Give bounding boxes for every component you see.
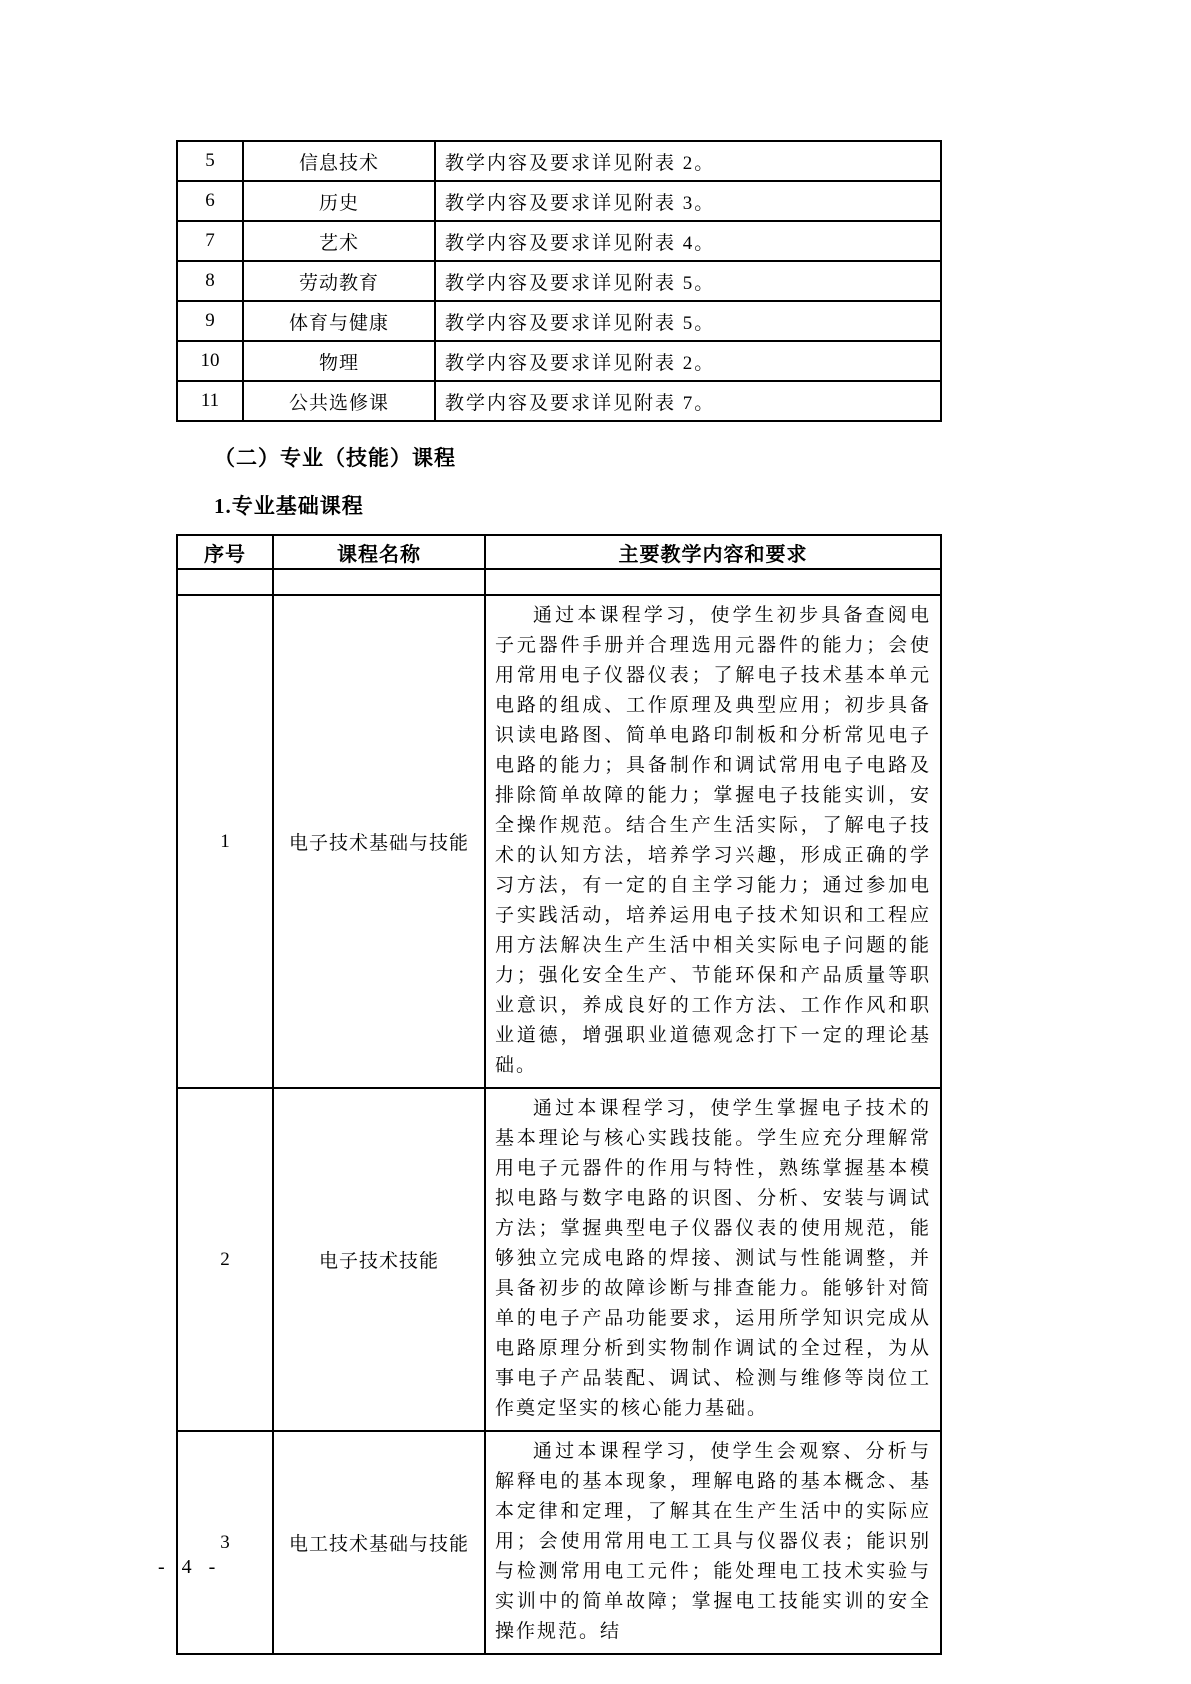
course-name-cell: 艺术 (243, 221, 435, 261)
header-cell-course: 课程名称 (273, 535, 485, 569)
course-name-cell: 信息技术 (243, 141, 435, 181)
content-cell: 教学内容及要求详见附表 3。 (435, 181, 941, 221)
general-course-table (176, 140, 942, 422)
empty-cell (177, 569, 273, 595)
empty-cell (485, 569, 941, 595)
course-name-cell: 历史 (243, 181, 435, 221)
table-row (177, 1431, 941, 1654)
content-cell: 教学内容及要求详见附表 7。 (435, 381, 941, 421)
content-cell (485, 1088, 941, 1431)
row-number-cell: 2 (177, 1088, 273, 1431)
table-row (177, 595, 941, 1088)
course-name-cell: 电子技术技能 (273, 1088, 485, 1431)
course-name-cell: 公共选修课 (243, 381, 435, 421)
header-cell-content: 主要教学内容和要求 (485, 535, 941, 569)
content-cell: 教学内容及要求详见附表 5。 (435, 301, 941, 341)
row-number-cell: 11 (177, 381, 243, 421)
content-cell (485, 1431, 941, 1654)
content-cell: 教学内容及要求详见附表 5。 (435, 261, 941, 301)
row-number-cell: 8 (177, 261, 243, 301)
table-row (177, 181, 941, 221)
course-name-cell: 电子技术基础与技能 (273, 595, 485, 1088)
basic-course-table (176, 534, 942, 1655)
course-description: 通过本课程学习，使学生初步具备查阅电子元器件手册并合理选用元器件的能力；会使用常用电子仪器仪表；了解电子技术基本单元电路的组成、工作原理及典型应用；初步具备识读电路图、简单电路印制板和分析常见电子电路的能力；具备制作和调试常用电子电路及排除简单故障的能力；掌握电子技能实训，安全操作规范。结合生产生活实际，了解电子技术的认知方法，培养学习兴趣，形成正确的学习方法，有一定的自主学习能力；通过参加电子实践活动，培养运用电子技术知识和工程应用方法解决生产生活中相关实际电子问题的能力；强化安全生产、节能环保和产品质量等职业意识，养成良好的工作方法、工作作风和职业道德，增强职业道德观念打下一定的理论基础。 (495, 605, 931, 1076)
table-row (177, 141, 941, 181)
empty-spacer-row (177, 569, 941, 595)
row-number-cell: 7 (177, 221, 243, 261)
course-description: 通过本课程学习，使学生会观察、分析与解释电的基本现象，理解电路的基本概念、基本定律和定理，了解其在生产生活中的实际应用；会使用常用电工工具与仪器仪表；能识别与检测常用电工元件；能处理电工技术实验与实训中的简单故障；掌握电工技能实训的安全操作规范。结 (495, 1441, 931, 1642)
course-name-cell: 电工技术基础与技能 (273, 1431, 485, 1654)
table-row (177, 341, 941, 381)
table-row (177, 221, 941, 261)
content-cell: 教学内容及要求详见附表 2。 (435, 141, 941, 181)
content-cell: 教学内容及要求详见附表 2。 (435, 341, 941, 381)
table-row (177, 1088, 941, 1431)
empty-cell (273, 569, 485, 595)
row-number-cell: 10 (177, 341, 243, 381)
course-name-cell: 物理 (243, 341, 435, 381)
header-cell-number: 序号 (177, 535, 273, 569)
table-header-row (177, 535, 941, 569)
table-row (177, 381, 941, 421)
content-cell (485, 595, 941, 1088)
row-number-cell: 1 (177, 595, 273, 1088)
section-heading: （二）专业（技能）课程 (214, 446, 456, 470)
row-number-cell: 6 (177, 181, 243, 221)
course-description: 通过本课程学习，使学生掌握电子技术的基本理论与核心实践技能。学生应充分理解常用电子元器件的作用与特性，熟练掌握基本模拟电路与数字电路的识图、分析、安装与调试方法；掌握典型电子仪器仪表的使用规范，能够独立完成电路的焊接、测试与性能调整，并具备初步的故障诊断与排查能力。能够针对简单的电子产品功能要求，运用所学知识完成从电路原理分析到实物制作调试的全过程，为从事电子产品装配、调试、检测与维修等岗位工作奠定坚实的核心能力基础。 (495, 1098, 931, 1419)
page-number: - 4 - (158, 1556, 222, 1578)
row-number-cell: 9 (177, 301, 243, 341)
content-cell: 教学内容及要求详见附表 4。 (435, 221, 941, 261)
document-body (176, 140, 942, 1655)
course-name-cell: 劳动教育 (243, 261, 435, 301)
table-row (177, 261, 941, 301)
row-number-cell: 3 (177, 1431, 273, 1654)
table-row (177, 301, 941, 341)
subsection-heading: 1.专业基础课程 (214, 494, 364, 518)
course-name-cell: 体育与健康 (243, 301, 435, 341)
row-number-cell: 5 (177, 141, 243, 181)
